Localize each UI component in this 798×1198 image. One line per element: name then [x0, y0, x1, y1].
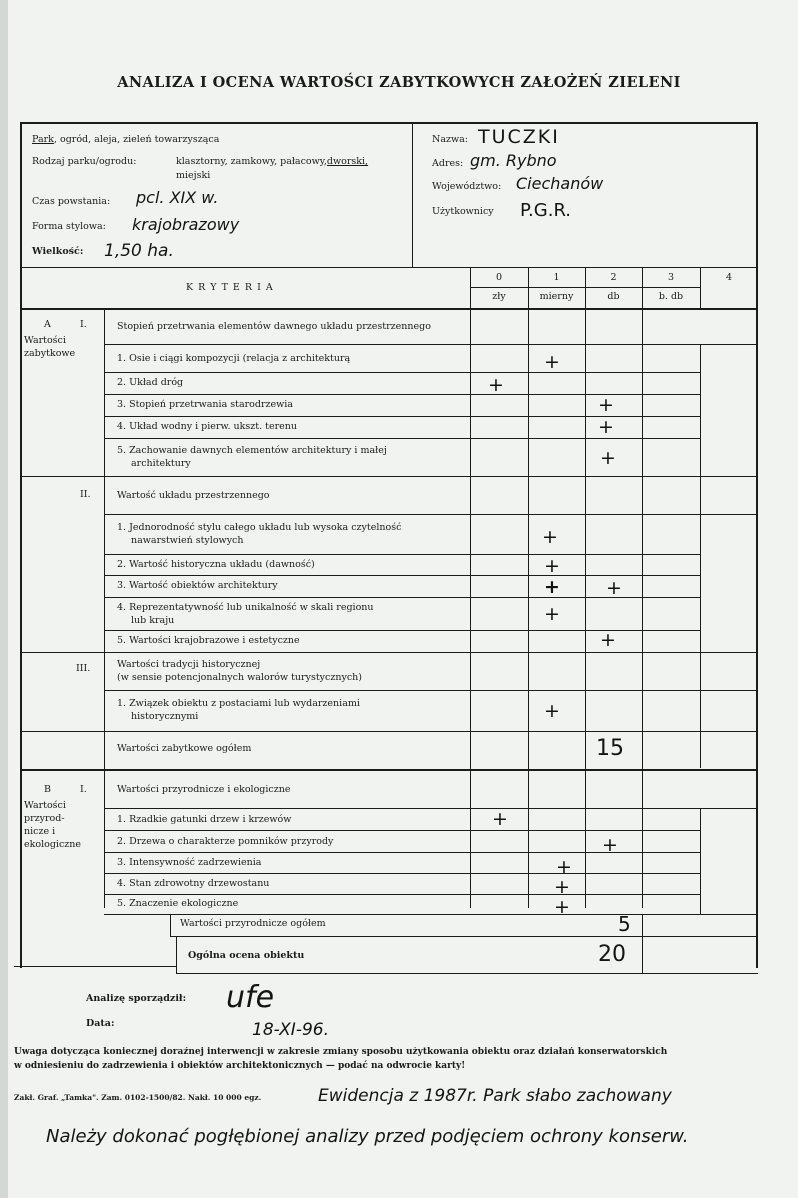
row-b1-mark: +: [492, 808, 508, 830]
score-4-num: 4: [725, 272, 733, 283]
score-2-label: db: [607, 291, 620, 302]
handwritten-note-2: Należy dokonać pogłębionej analizy przed podjęciem ochrony konserw.: [46, 1126, 689, 1147]
row-b5-label: 5. Znaczenie ekologiczne: [117, 898, 239, 909]
row-a9-label-cont: lub kraju: [131, 615, 175, 626]
row-a5-mark: +: [600, 447, 616, 469]
score-1-num: 1: [553, 272, 560, 283]
data-label: Data:: [86, 1018, 115, 1029]
uzytkownicy-value: P.G.R.: [520, 200, 572, 221]
score-3-label: b. db: [658, 291, 684, 302]
row-b5-mark: +: [554, 896, 570, 918]
section-b-name-4: ekologiczne: [24, 839, 82, 850]
uwaga-line-2: w odniesieniu do zadrzewienia i obiektów architektonicznych — podać na odwrocie karty!: [14, 1061, 466, 1071]
rodzaj-label: Rodzaj parku/ogrodu:: [32, 156, 137, 167]
date-value: 18-XI-96.: [252, 1020, 329, 1040]
row-a2-label: 2. Układ dróg: [117, 377, 184, 388]
print-info: Zakł. Graf. „Tamka". Zam. 0102-1500/82. Nakł. 10 000 egz.: [14, 1093, 262, 1102]
row-a1-label: 1. Osie i ciągi kompozycji (relacja z architekturą: [117, 353, 351, 364]
row-a9-mark: +: [544, 603, 560, 625]
form-title: ANALIZA I OCENA WARTOŚCI ZABYTKOWYCH ZAŁOŻEŃ ZIELENI: [117, 74, 681, 91]
row-a5-label-cont: architektury: [131, 458, 191, 469]
rodzaj-values-1a: klasztorny, zamkowy, pałacowy,: [176, 156, 327, 167]
row-a6-label-cont: nawarstwień stylowych: [131, 535, 244, 546]
row-b4-mark: +: [554, 876, 570, 898]
czas-label: Czas powstania:: [32, 196, 111, 207]
forma-label: Forma stylowa:: [32, 221, 106, 232]
kryteria-heading: K R Y T E R I A: [186, 282, 274, 293]
row-a7-label: 2. Wartość historyczna układu (dawność): [117, 559, 315, 570]
score-1-label: mierny: [539, 291, 574, 302]
wojewodztwo-value: Ciechanów: [516, 174, 604, 193]
section-b-letter: B: [44, 784, 51, 795]
rodzaj-values: [176, 156, 368, 167]
nazwa-value: TUCZKI: [478, 126, 560, 148]
park-prefix: Park: [32, 134, 54, 145]
row-a2-mark: +: [488, 374, 504, 396]
section-b-name-3: nicze i: [24, 826, 56, 837]
row-a8-mark-2: +: [606, 577, 622, 599]
park-line-rest: , ogród, aleja, zieleń towarzysząca: [53, 134, 220, 145]
total-a-value: 15: [596, 736, 624, 761]
overall-label: Ogólna ocena obiektu: [188, 950, 305, 961]
handwritten-note-1: Ewidencja z 1987r. Park słabo zachowany: [318, 1086, 672, 1106]
section-a-roman-3: III.: [76, 663, 91, 674]
forma-value: krajobrazowy: [132, 215, 240, 234]
total-a-label: Wartości zabytkowe ogółem: [117, 743, 252, 754]
row-a11-label: 1. Związek obiektu z postaciami lub wydarzeniami: [117, 698, 360, 709]
score-0-label: zły: [492, 291, 506, 302]
row-a6-mark: +: [542, 526, 558, 548]
uzytkownicy-label: Użytkownicy: [432, 206, 494, 217]
row-a4-mark: +: [598, 416, 614, 438]
section-b-name-2: przyrod-: [24, 813, 65, 824]
section-b-name-1: Wartości: [24, 800, 66, 811]
analiza-label: Analizę sporządził:: [86, 993, 187, 1004]
section-a-roman: I.: [80, 319, 87, 330]
row-a10-mark: +: [600, 629, 616, 651]
section-a-letter: A: [44, 319, 51, 330]
section-a-name-1: Wartości: [24, 335, 66, 346]
rodzaj-values-2: miejski: [176, 170, 211, 181]
row-b2-label: 2. Drzewa o charakterze pomników przyrody: [117, 836, 334, 847]
park-line: [32, 134, 219, 145]
score-2-num: 2: [610, 272, 617, 283]
row-a10-label: 5. Wartości krajobrazowe i estetyczne: [117, 635, 300, 646]
group3-title-1: Wartości tradycji historycznej: [117, 659, 261, 670]
czas-value: pcl. XIX w.: [136, 188, 219, 207]
row-a3-mark: +: [598, 394, 614, 416]
row-a5-label: 5. Zachowanie dawnych elementów architektury i małej: [117, 445, 387, 456]
row-a4-label: 4. Układ wodny i pierw. ukszt. terenu: [117, 421, 297, 432]
score-3-num: 3: [667, 272, 675, 283]
row-b3-mark: +: [556, 856, 572, 878]
group2-title: Wartość układu przestrzennego: [117, 490, 270, 501]
row-b3-label: 3. Intensywność zadrzewienia: [117, 857, 262, 868]
row-a8-label: 3. Wartość obiektów architektury: [117, 580, 278, 591]
row-b2-mark: +: [602, 834, 618, 856]
total-b-label: Wartości przyrodnicze ogółem: [180, 918, 326, 929]
row-b4-label: 4. Stan zdrowotny drzewostanu: [117, 878, 270, 889]
wielkosc-value: 1,50 ha.: [104, 241, 174, 261]
row-a6-label: 1. Jednorodność stylu całego układu lub wysoka czytelność: [117, 522, 402, 533]
page-edge: [0, 0, 8, 1198]
adres-value: gm. Rybno: [470, 151, 557, 170]
wojewodztwo-label: Województwo:: [432, 181, 502, 192]
uwaga-line-1: Uwaga dotycząca koniecznej doraźnej interwencji w zakresie zmiany sposobu użytkowania obiektu oraz działań konserwatorskich: [14, 1047, 668, 1057]
section-b-roman: I.: [80, 784, 87, 795]
group-b-title: Wartości przyrodnicze i ekologiczne: [117, 784, 291, 795]
overall-value: 20: [598, 942, 626, 967]
rodzaj-values-1b: dworski,: [326, 156, 369, 167]
nazwa-label: Nazwa:: [432, 134, 468, 145]
wielkosc-label: Wielkość:: [32, 246, 84, 257]
group3-title-2: (w sensie potencjonalnych walorów turystycznych): [117, 672, 362, 683]
document-sheet: [8, 0, 798, 1198]
section-a-name-2: zabytkowe: [24, 348, 76, 359]
group1-title: Stopień przetrwania elementów dawnego układu przestrzennego: [117, 321, 431, 332]
row-a8-mark: +: [544, 576, 560, 598]
row-a1-mark: +: [544, 351, 560, 373]
score-0-num: 0: [495, 272, 503, 283]
row-a9-label: 4. Reprezentatywność lub unikalność w skali regionu: [117, 602, 374, 613]
row-a3-label: 3. Stopień przetrwania starodrzewia: [117, 399, 293, 410]
total-b-value: 5: [618, 912, 631, 936]
signature: ufe: [226, 980, 275, 1015]
row-b1-label: 1. Rzadkie gatunki drzew i krzewów: [117, 814, 292, 825]
section-a-roman-2: II.: [80, 489, 91, 500]
row-a11-mark: +: [544, 700, 560, 722]
row-a11-label-cont: historycznymi: [131, 711, 199, 722]
adres-label: Adres:: [432, 158, 464, 169]
row-a7-mark: +: [544, 555, 560, 577]
